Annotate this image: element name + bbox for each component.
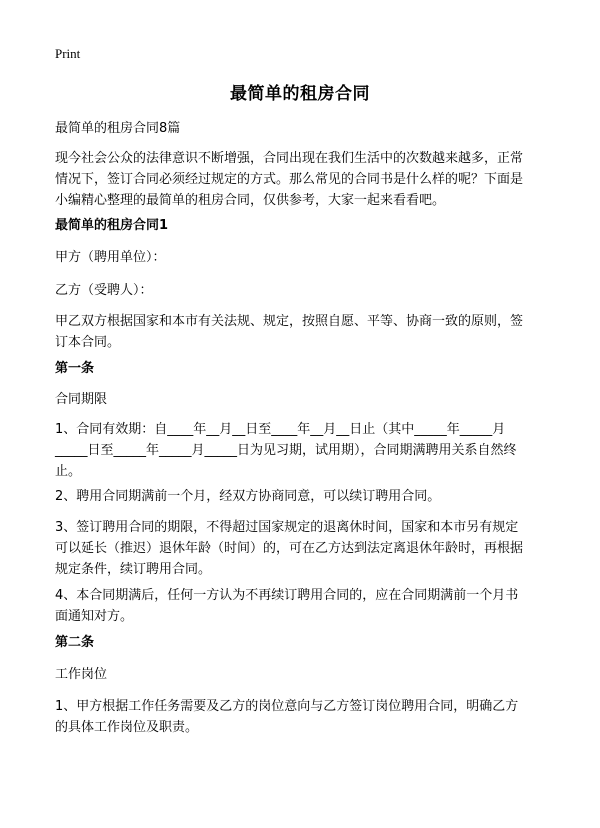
intro-line: 情况下，签订合同必须经过规定的方式。那么常见的合同书是什么样的呢？下面是 [55,172,524,187]
clause-line: 的具体工作岗位及职责。 [55,720,199,735]
agreement-line: 订本合同。 [55,335,121,350]
agreement-line: 甲乙双方根据国家和本市有关法规、规定，按照自愿、平等、协商一致的原则，签 [55,314,524,329]
clause-1-3 [55,517,551,580]
party-b-line: 乙方（受聘人）： [55,283,153,298]
article2-title: 工作岗位 [55,667,108,682]
clause-line: 面通知对方。 [55,609,134,624]
clause-2-1 [55,696,551,738]
intro-line: 小编精心整理的最简单的租房合同，仅供参考，大家一起来看看吧。 [55,193,446,208]
section1-heading: 最简单的租房合同1 [55,218,169,233]
clause-line: 4、本合同期满后，任何一方认为不再续订聘用合同的，应在合同期满前一个月书 [55,588,519,603]
article2-heading: 第二条 [55,635,95,650]
clause-1-1 [55,419,551,482]
clause-1-2: 2、聘用合同期满前一个月，经双方协商同意，可以续订聘用合同。 [55,489,441,504]
clause-line: 规定条件，续订聘用合同。 [55,562,212,577]
agreement-paragraph [55,311,551,353]
article1-heading: 第一条 [55,361,95,376]
print-link[interactable]: Print [55,46,81,61]
clause-1-4 [55,585,551,627]
clause-line: 1、合同有效期：自____年__月__日至____年__月__日止（其中_____年_____月 [55,422,506,437]
document-title: 最简单的租房合同 [230,84,370,104]
party-a-line: 甲方（聘用单位）： [55,250,166,265]
article1-title: 合同期限 [55,392,108,407]
intro-paragraph [55,148,551,211]
clause-line: 止。 [55,464,82,479]
clause-line: _____日至_____年_____月_____日为见习期，试用期），合同期满聘用关系自然终 [55,443,517,458]
clause-line: 3、签订聘用合同的期限，不得超过国家规定的退离休时间，国家和本市另有规定 [55,520,519,535]
intro-line: 现今社会公众的法律意识不断增强，合同出现在我们生活中的次数越来越多，正常 [55,151,524,166]
subtitle: 最简单的租房合同8篇 [55,121,181,136]
clause-line: 可以延长（推迟）退休年龄（时间）的，可在乙方达到法定离退休年龄时，再根据 [55,541,524,556]
clause-line: 1、甲方根据工作任务需要及乙方的岗位意向与乙方签订岗位聘用合同，明确乙方 [55,699,519,714]
